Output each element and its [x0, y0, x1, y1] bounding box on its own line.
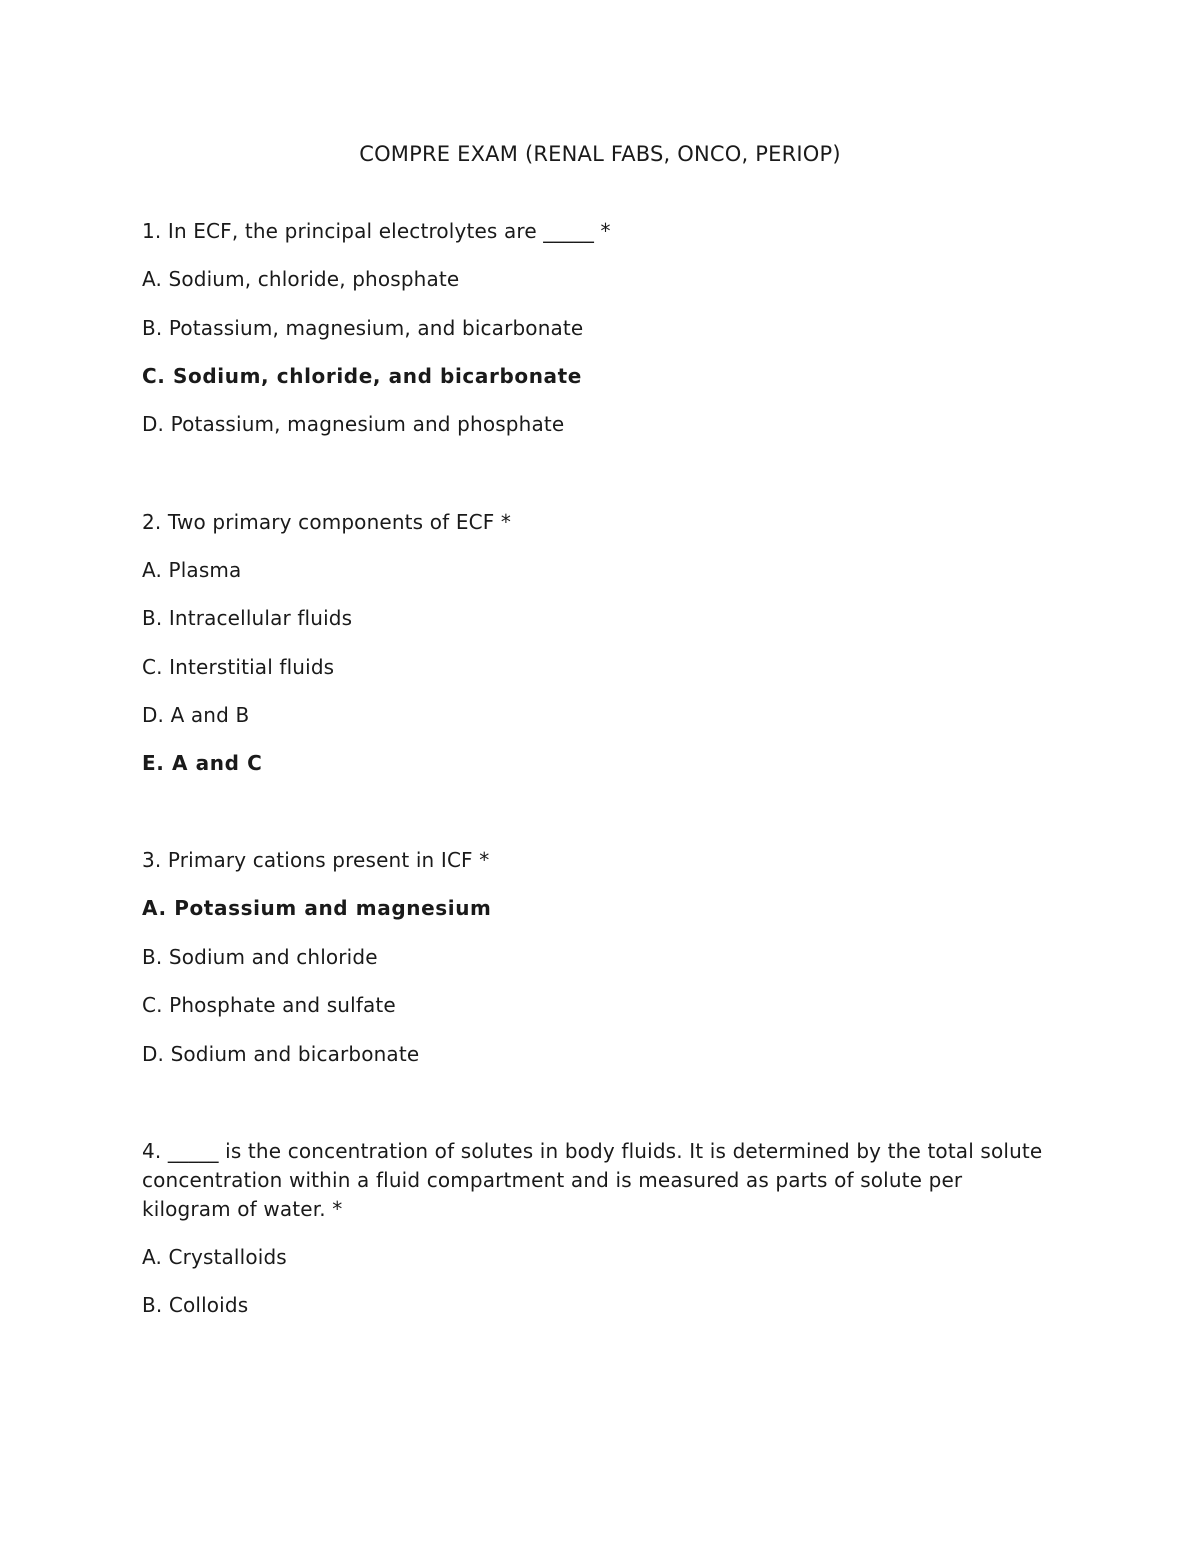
question-1-option-a: A. Sodium, chloride, phosphate	[142, 267, 460, 291]
question-2-option-a: A. Plasma	[142, 558, 242, 582]
question-4-option-a: A. Crystalloids	[142, 1245, 287, 1269]
question-2-prompt: 2. Two primary components of ECF *	[142, 510, 512, 534]
question-4-prompt: 4. _____ is the concentration of solutes in body fluids. It is determined by the total solute concentration within a fluid compartment and is measured as parts of solute per kilogram of water. *	[142, 1139, 1043, 1221]
question-1-prompt: 1. In ECF, the principal electrolytes are _____ *	[142, 219, 611, 243]
question-1-option-b: B. Potassium, magnesium, and bicarbonate	[142, 316, 584, 340]
question-1-option-c-answer: C. Sodium, chloride, and bicarbonate	[142, 364, 582, 388]
question-2-option-e-answer: E. A and C	[142, 751, 263, 775]
question-2-option-c: C. Interstitial fluids	[142, 655, 335, 679]
question-3-option-d: D. Sodium and bicarbonate	[142, 1042, 420, 1066]
question-1-option-d: D. Potassium, magnesium and phosphate	[142, 412, 565, 436]
question-2-option-b: B. Intracellular fluids	[142, 606, 353, 630]
question-3-option-b: B. Sodium and chloride	[142, 945, 378, 969]
question-3-option-c: C. Phosphate and sulfate	[142, 993, 396, 1017]
exam-title: COMPRE EXAM (RENAL FABS, ONCO, PERIOP)	[359, 142, 841, 166]
question-3-prompt: 3. Primary cations present in ICF *	[142, 848, 490, 872]
question-2-option-d: D. A and B	[142, 703, 250, 727]
question-3-option-a-answer: A. Potassium and magnesium	[142, 896, 492, 920]
question-4-option-b: B. Colloids	[142, 1293, 249, 1317]
